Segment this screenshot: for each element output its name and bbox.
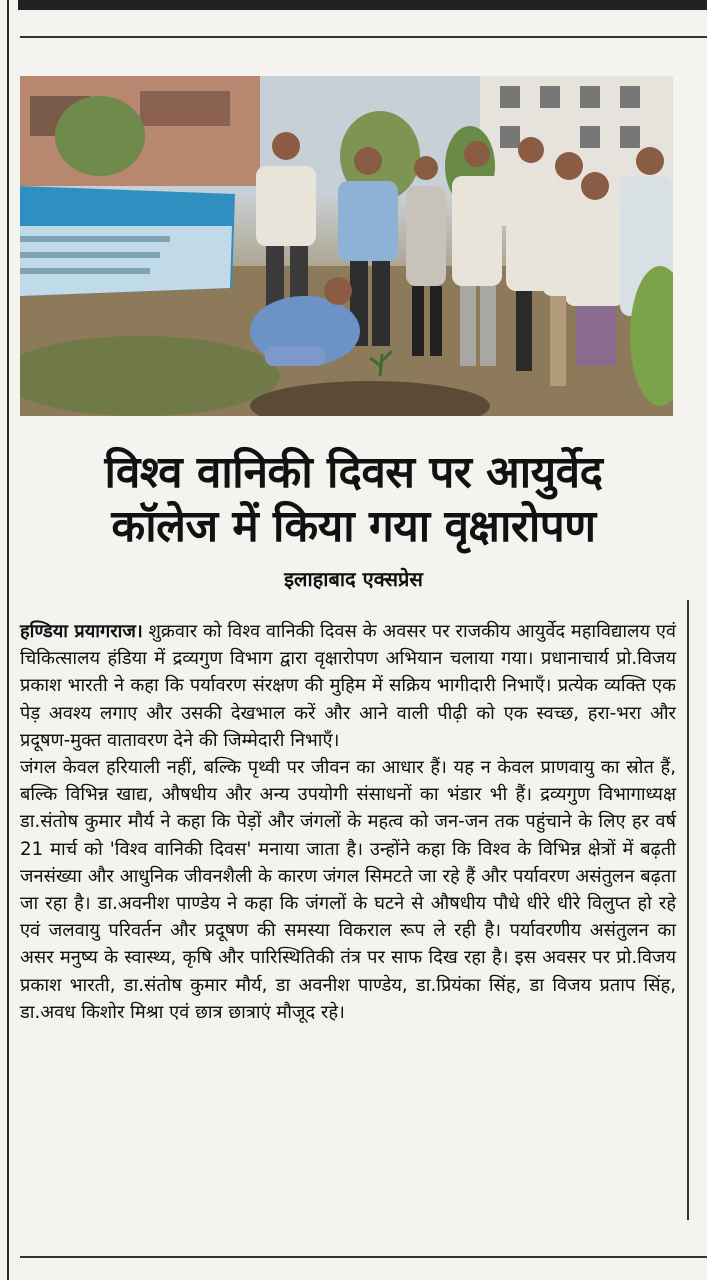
paragraph-1 xyxy=(20,618,676,754)
headline-line-1: विश्व वानिकी दिवस पर आयुर्वेद xyxy=(104,447,603,498)
headline-line-2: कॉलेज में किया गया वृक्षारोपण xyxy=(111,501,596,552)
banner-icon xyxy=(20,186,235,296)
byline: इलाहाबाद एक्सप्रेस xyxy=(284,567,423,591)
left-column-rule xyxy=(7,0,9,1280)
bottom-divider xyxy=(20,1256,707,1258)
top-border-bar xyxy=(18,0,707,10)
article-body xyxy=(20,618,676,1026)
paragraph-1-text: शुक्रवार को विश्व वानिकी दिवस के अवसर पर राजकीय आयुर्वेद महाविद्यालय एवं चिकित्सालय हंडिया में द्रव्यगुण विभाग द्वारा वृक्षारोपण अभियान चलाया गया। प्रधानाचार्य प्रो.विजय प्रकाश भारती ने कहा कि पर्यावरण संरक्षण की मुहिम में सक्रिय भागीदारी निभाएँ। प्रत्येक व्यक्ति एक पेड़ अवश्य लगाए और उसकी देखभाल करें और आने वाली पीढ़ी को एक स्वच्छ, हरा-भरा और प्रदूषण-मुक्त वातावरण देने की जिम्मेदारी निभाएँ। xyxy=(20,621,676,751)
dateline: हण्डिया प्रयागराज। xyxy=(20,621,143,642)
top-divider xyxy=(20,36,707,38)
paragraph-2: जंगल केवल हरियाली नहीं, बल्कि पृथ्वी पर जीवन का आधार हैं। यह न केवल प्राणवायु का स्रोत हैं, बल्कि विभिन्न खाद्य, औषधीय और अन्य उपयोगी संसाधनों का भंडार भी हैं। द्रव्यगुण विभागाध्यक्ष डा.संतोष कुमार मौर्य ने कहा कि पेड़ों और जंगलों के महत्व को जन-जन तक पहुंचाने के लिए हर वर्ष 21 मार्च को 'विश्व वानिकी दिवस' मनाया जाता है। उन्होंने कहा कि विश्व के विभिन्न क्षेत्रों में बढ़ती जनसंख्या और आधुनिक जीवनशैली के कारण जंगल सिमटते जा रहे हैं और पर्यावरण असंतुलन बढ़ता जा रहा है। डा.अवनीश पाण्डेय ने कहा कि जंगलों के घटने से औषधीय पौधे धीरे धीरे विलुप्त हो रहे एवं जलवायु परिवर्तन और प्रदूषण की समस्या विकराल रूप ले रही है। पर्यावरणीय असंतुलन का असर मनुष्य के स्वास्थ्य, कृषि और पारिस्थितिकी तंत्र पर साफ दिख रहा है। इस अवसर पर प्रो.विजय प्रकाश भारती, डा.संतोष कुमार मौर्य, डा अवनीश पाण्डेय, डा.प्रियंका सिंह, डा विजय प्रताप सिंह, डा.अवध किशोर मिश्रा एवं छात्र छात्राएं मौजूद रहे। xyxy=(20,757,676,1023)
column-rule-right xyxy=(687,600,689,1220)
article-headline xyxy=(20,446,687,554)
tree-planting-photo xyxy=(20,76,673,416)
